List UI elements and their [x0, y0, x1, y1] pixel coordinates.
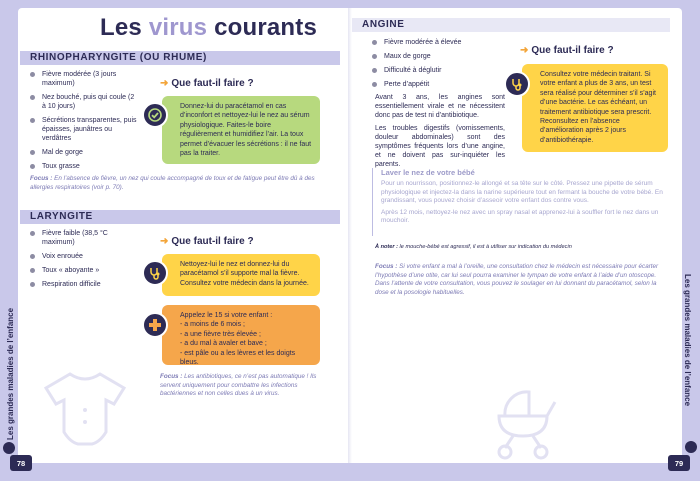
- list-item: Perte d’appétit: [372, 80, 512, 89]
- section-header-rhino: RHINOPHARYNGITE (OU RHUME): [20, 51, 340, 65]
- list-item: Sécrétions transparentes, puis épaisses, jaunâtres ou verdâtres: [30, 116, 140, 143]
- medical-cross-badge-icon: [142, 312, 168, 338]
- list-item: Difficulté à déglutir: [372, 66, 512, 75]
- focus-note-laryngite: Focus : Les antibiotiques, ce n’est pas automatique ! Ils servent uniquement pour combattre les infections bactériennes et non celles dues à un virus.: [160, 373, 317, 398]
- stethoscope-badge-icon: [142, 260, 168, 286]
- list-item: Toux grasse: [30, 162, 140, 171]
- page-title: Les virus courants: [100, 14, 318, 41]
- que-faire-heading-rhino: ➜ Que faut-il faire ?: [160, 78, 254, 89]
- pram-icon: [485, 378, 565, 462]
- page-number-left: 78: [10, 455, 32, 471]
- section-header-laryngite: LARYNGITE: [20, 210, 340, 224]
- nose-washing-box: [372, 168, 668, 236]
- side-title-right: Les grandes maladies de l’enfance: [683, 274, 692, 407]
- stethoscope-badge-icon: [504, 71, 530, 97]
- nose-washing-title: Laver le nez de votre bébé: [381, 168, 475, 177]
- baby-bodysuit-icon: [40, 370, 130, 450]
- list-item: Fièvre faible (38,5 °C maximum): [30, 229, 140, 247]
- advice-box-angine: Consultez votre médecin traitant. Si votre enfant a plus de 3 ans, un test sera réalisé pour déterminer s’il s’agit d’une bactérie. Le cas échéant, un traitement antibiotique sera prescrit. Reconsultez en l’absence d’amélioration après 2 jours d’antibiothérapie.: [522, 64, 668, 152]
- sun-icon: [3, 442, 15, 454]
- nose-washing-text-2: Après 12 mois, nettoyez-le nez avec un spray nasal et apprenez-lui à souffler fort le nez dans un mouchoir.: [381, 208, 659, 225]
- check-badge-icon: [142, 102, 168, 128]
- focus-note-angine: Focus : Si votre enfant a mal à l’oreille, une consultation chez le médecin est nécessaire pour écarter l’hypothèse d’une otite, car lui seul pourra examiner le tympan de votre enfant à l’aide d’un otoscope. Dans l’attente de votre consultation, vous pouvez le soulager en lui donnant du paracétamol, selon la dose et la posologie habituelles.: [375, 263, 659, 296]
- list-item: Toux « aboyante »: [30, 266, 140, 275]
- laryngite-symptom-list: [30, 229, 140, 294]
- sun-icon: [685, 441, 697, 453]
- list-item: Mal de gorge: [30, 148, 140, 157]
- angine-paragraph-2: Les troubles digestifs (vomissements, douleur abdominales) sont des symptômes fréquents lors d’une angine, et ne doivent pas sur-inquiéter les parents.: [375, 125, 505, 168]
- rhino-symptom-list: [30, 70, 140, 176]
- list-item: Voix enrouée: [30, 252, 140, 261]
- list-item: Nez bouché, puis qui coule (2 à 10 jours): [30, 93, 140, 111]
- angine-paragraph-1: Avant 3 ans, les angines sont essentiellement virale et ne nécessitent donc pas de test ni d’antibiotique.: [375, 94, 505, 119]
- advice-box-laryngite: Nettoyez-lui le nez et donnez-lui du paracétamol s’il supporte mal la fièvre. Consultez votre médecin dans la journée.: [162, 254, 320, 296]
- list-item: Maux de gorge: [372, 52, 512, 61]
- list-item: Fièvre modérée à élevée: [372, 38, 512, 47]
- urgent-box-laryngite: Appelez le 15 si votre enfant : - a moins de 6 mois ; - a une fièvre très élevée ; - a du mal à avaler et bave ; - est pâle ou a les lèvres et les doigts bleus.: [162, 305, 320, 365]
- title-accent: virus: [148, 14, 208, 41]
- que-faire-heading-laryngite: ➜ Que faut-il faire ?: [160, 236, 254, 247]
- angine-symptom-list: [372, 38, 512, 94]
- page-number-right: 79: [668, 455, 690, 471]
- focus-note-rhino: Focus : En l’absence de fièvre, un nez qui coule accompagné de toux et de fatigue peut être dû à des allergies respiratoires (voir p. 70).: [30, 175, 315, 191]
- nose-washing-text-1: Pour un nourrisson, positionnez-le allongé et sa tête sur le côté. Pressez une pipette de sérum physiologique et injectez-la dans la narine supérieure tout en fermant la bouche de votre bébé. En grandissant, vous pouvez choisir d’asseoir votre enfant dos contre vous.: [381, 180, 663, 205]
- list-item: Respiration difficile: [30, 280, 140, 289]
- list-item: Fièvre modérée (3 jours maximum): [30, 70, 140, 88]
- page-gutter: [348, 8, 352, 463]
- a-noter-note: À noter : le mouche-bébé est agressif, il est à utiliser sur indication du médecin: [375, 244, 572, 250]
- section-header-angine: ANGINE: [352, 18, 670, 32]
- side-title-left: Les grandes maladies de l’enfance: [6, 307, 15, 440]
- advice-box-rhino: Donnez-lui du paracétamol en cas d’inconfort et nettoyez-lui le nez au sérum physiologique. Faites-le boire régulièrement et humidifiez l’air. La toux permet d’évacuer les sécrétions : il ne faut pas la traiter.: [162, 96, 320, 164]
- que-faire-heading-angine: ➜ Que faut-il faire ?: [520, 45, 614, 56]
